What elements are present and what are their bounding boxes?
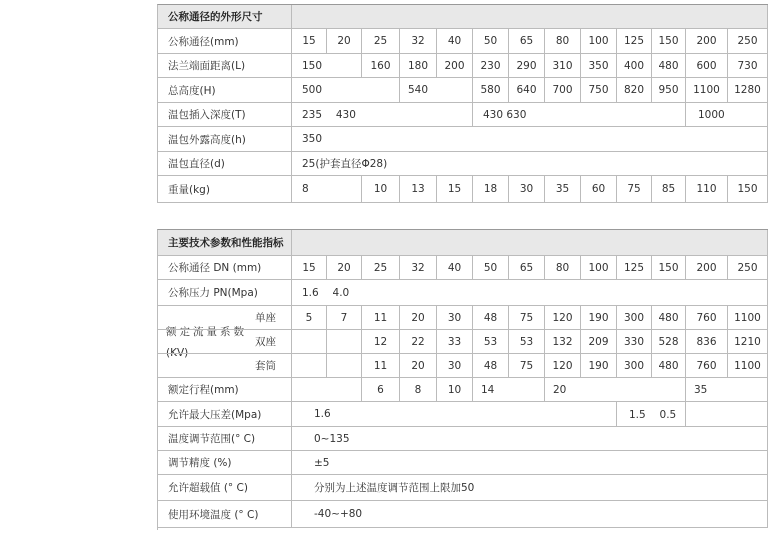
- row-label: 温包外露高度(h): [158, 127, 292, 151]
- cell: 25: [362, 29, 400, 53]
- row-label: 调节精度 (%): [158, 451, 292, 474]
- cell: 250: [728, 256, 768, 279]
- row-sublabel: 双座: [255, 330, 292, 353]
- cell: 190: [581, 354, 617, 377]
- cell: 100: [581, 256, 617, 279]
- parameters-table: [157, 229, 768, 530]
- cell: 820: [617, 78, 652, 102]
- cell: 125: [617, 29, 652, 53]
- table-row: [158, 103, 768, 127]
- cell: 230: [473, 54, 509, 77]
- cell: 32: [400, 29, 437, 53]
- cell: 600: [686, 54, 728, 77]
- cell: [292, 330, 327, 353]
- table-row: [158, 280, 768, 306]
- cell: 160: [362, 54, 400, 77]
- cell: 640: [509, 78, 545, 102]
- table-row: [158, 29, 768, 54]
- cell: [292, 354, 327, 377]
- cell: 30: [437, 306, 473, 329]
- cell: 32: [400, 256, 437, 279]
- cell: 75: [509, 306, 545, 329]
- cell: 480: [652, 354, 686, 377]
- table-row: [158, 501, 768, 528]
- cell: 25(护套直径Φ28): [292, 152, 768, 175]
- cell: 330: [617, 330, 652, 353]
- row-label: 公称通径(mm): [158, 29, 292, 53]
- cell: 300: [617, 306, 652, 329]
- cell: 200: [437, 54, 473, 77]
- table-row: [158, 427, 768, 451]
- cell: 25: [362, 256, 400, 279]
- cell: 125: [617, 256, 652, 279]
- cell: 1.6: [292, 402, 617, 426]
- cell: 209: [581, 330, 617, 353]
- row-label: 公称压力 PN(Mpa): [158, 280, 292, 305]
- cell: 60: [581, 176, 617, 202]
- cell: 700: [545, 78, 581, 102]
- cell: 13: [400, 176, 437, 202]
- kv-row-double: [158, 330, 768, 354]
- cell: 730: [728, 54, 768, 77]
- row-label: 允许最大压差(Mpa): [158, 402, 292, 426]
- cell: 12: [362, 330, 400, 353]
- cell: 5: [292, 306, 327, 329]
- cell: 1100: [728, 354, 768, 377]
- cell: 35: [686, 378, 768, 401]
- row-label: 总高度(H): [158, 78, 292, 102]
- cell: 20: [400, 306, 437, 329]
- table-header-row: [158, 230, 768, 256]
- cell: 300: [617, 354, 652, 377]
- cell: 528: [652, 330, 686, 353]
- cell: 33: [437, 330, 473, 353]
- row-label: 重量(kg): [158, 176, 292, 202]
- row-sublabel: 单座: [255, 306, 292, 329]
- cell: 190: [581, 306, 617, 329]
- cell: 6: [362, 378, 400, 401]
- kv-row-cage: [158, 354, 768, 378]
- cell: 1210: [728, 330, 768, 353]
- cell: 1100: [686, 78, 728, 102]
- cell: 1.5 0.5: [617, 402, 686, 426]
- cell: 40: [437, 29, 473, 53]
- cell: 310: [545, 54, 581, 77]
- cell: 760: [686, 306, 728, 329]
- table-row: [158, 78, 768, 103]
- kv-row-single: [158, 306, 768, 330]
- table-row: [158, 176, 768, 203]
- cell: 80: [545, 256, 581, 279]
- table-title: 主要技术参数和性能指标: [158, 230, 292, 255]
- cell: 480: [652, 54, 686, 77]
- table-row: [158, 152, 768, 176]
- cell: 48: [473, 306, 509, 329]
- cell: 20: [400, 354, 437, 377]
- cell: 150: [652, 256, 686, 279]
- cell: 35: [545, 176, 581, 202]
- row-label: 额定行程(mm): [158, 378, 292, 401]
- cell: 15: [292, 29, 327, 53]
- cell: 11: [362, 354, 400, 377]
- cell: 65: [509, 256, 545, 279]
- cell: 14: [473, 378, 545, 401]
- table-header-row: [158, 5, 768, 29]
- cell: 20: [545, 378, 686, 401]
- cell: 48: [473, 354, 509, 377]
- row-sublabel: 套筒: [255, 354, 292, 377]
- cell: 75: [509, 354, 545, 377]
- cell: 分别为上述温度调节范围上限加50: [292, 475, 768, 500]
- cell: 290: [509, 54, 545, 77]
- row-label: 法兰端面距离(L): [158, 54, 292, 77]
- cell: 132: [545, 330, 581, 353]
- cell: 0~135: [292, 427, 768, 450]
- cell: 200: [686, 29, 728, 53]
- cell: 250: [728, 29, 768, 53]
- table-row: [158, 451, 768, 475]
- cell: 10: [437, 378, 473, 401]
- row-label: 允许超载值 (° C): [158, 475, 292, 500]
- cell: 40: [437, 256, 473, 279]
- kv-label-line: 额定流量系数: [166, 326, 247, 338]
- cell: 85: [652, 176, 686, 202]
- cell: 22: [400, 330, 437, 353]
- row-label: 温包直径(d): [158, 152, 292, 175]
- cell: [327, 330, 362, 353]
- cell: 235 430: [292, 103, 473, 126]
- cell: 50: [473, 256, 509, 279]
- cell: ±5: [292, 451, 768, 474]
- cell: 350: [292, 127, 768, 151]
- table-row: [158, 54, 768, 78]
- table-row: [158, 256, 768, 280]
- cell: 180: [400, 54, 437, 77]
- cell: 150: [292, 54, 362, 77]
- cell: 15: [292, 256, 327, 279]
- cell: 11: [362, 306, 400, 329]
- dimensions-table: [157, 4, 768, 203]
- cell: 760: [686, 354, 728, 377]
- cell: 30: [437, 354, 473, 377]
- table-title: 公称通径的外形尺寸: [158, 5, 292, 28]
- cell: 400: [617, 54, 652, 77]
- cell: 1100: [728, 306, 768, 329]
- cell: 20: [327, 256, 362, 279]
- cell: 480: [652, 306, 686, 329]
- cell: 80: [545, 29, 581, 53]
- cell: 1280: [728, 78, 768, 102]
- cell: 750: [581, 78, 617, 102]
- cell: 100: [581, 29, 617, 53]
- cell: 53: [473, 330, 509, 353]
- cell: 110: [686, 176, 728, 202]
- cell: 7: [327, 306, 362, 329]
- cell: 950: [652, 78, 686, 102]
- cell: 836: [686, 330, 728, 353]
- cell: 120: [545, 306, 581, 329]
- cell: 53: [509, 330, 545, 353]
- kv-label-unit: (KV): [166, 347, 189, 359]
- row-label: 公称通径 DN (mm): [158, 256, 292, 279]
- table-row: [158, 127, 768, 152]
- cell: 10: [362, 176, 400, 202]
- cell: 580: [473, 78, 509, 102]
- cell: 75: [617, 176, 652, 202]
- cell: 65: [509, 29, 545, 53]
- row-label: 使用环境温度 (° C): [158, 501, 292, 527]
- cell: 18: [473, 176, 509, 202]
- cell: 8: [400, 378, 437, 401]
- cell: 50: [473, 29, 509, 53]
- cell: 150: [652, 29, 686, 53]
- cell: 1.6 4.0: [292, 280, 768, 305]
- table-row: [158, 378, 768, 402]
- cell: 15: [437, 176, 473, 202]
- cell: 8: [292, 176, 362, 202]
- row-label: 温度调节范围(° C): [158, 427, 292, 450]
- cell: -40~+80: [292, 501, 768, 527]
- cell: 20: [327, 29, 362, 53]
- cell: 500: [292, 78, 400, 102]
- cell: 120: [545, 354, 581, 377]
- cell: 1000: [686, 103, 768, 126]
- cell: [327, 354, 362, 377]
- row-label: 温包插入深度(T): [158, 103, 292, 126]
- cell: 350: [581, 54, 617, 77]
- cell: 430 630: [473, 103, 686, 126]
- table-row: [158, 402, 768, 427]
- table-row: [158, 475, 768, 501]
- cell: 30: [509, 176, 545, 202]
- cell: 200: [686, 256, 728, 279]
- cell: 540: [400, 78, 473, 102]
- cell: 150: [728, 176, 768, 202]
